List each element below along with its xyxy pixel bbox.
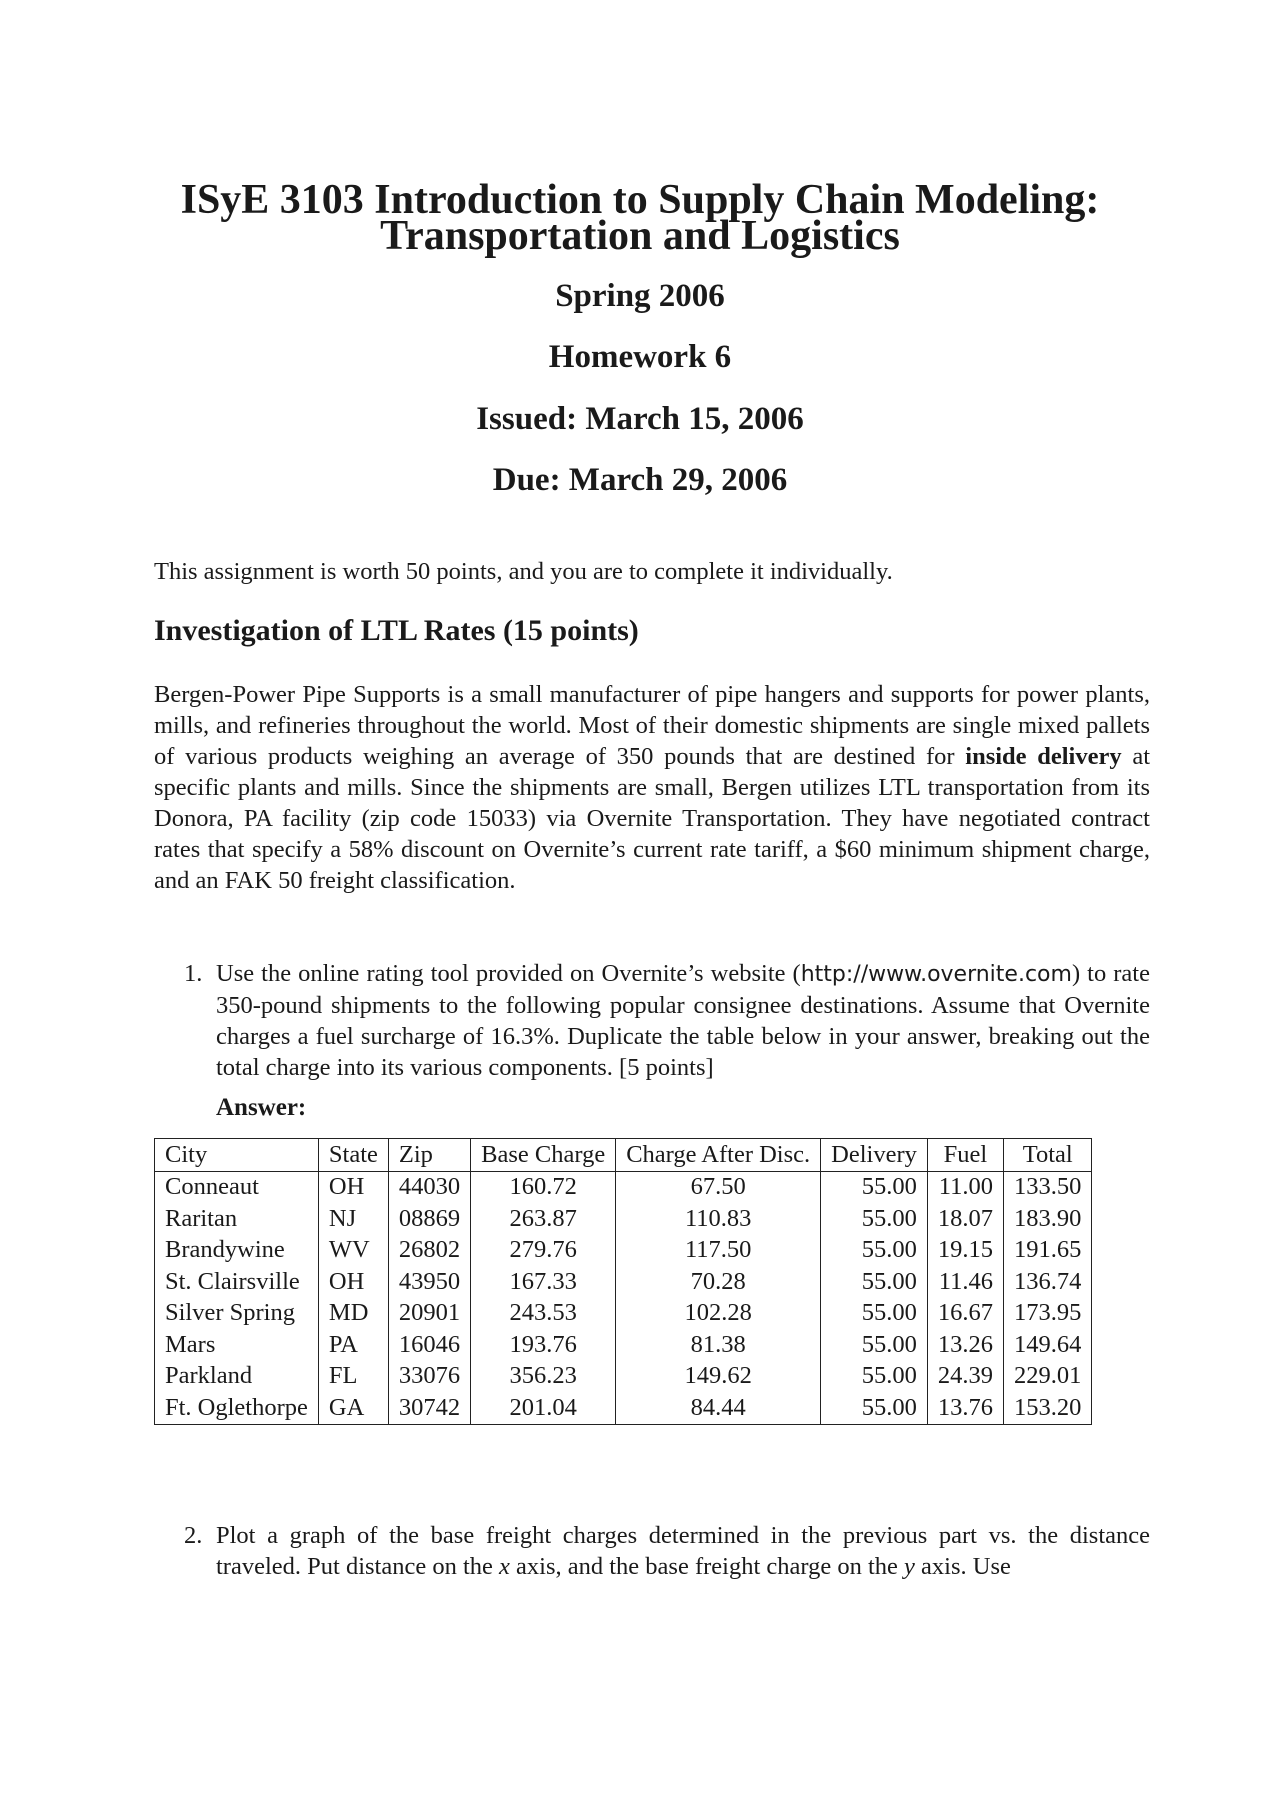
cell-base-charge: 356.23 bbox=[471, 1361, 616, 1393]
question-2-number: 2. bbox=[184, 1522, 203, 1549]
cell-zip: 44030 bbox=[388, 1171, 470, 1203]
cell-city: Ft. Oglethorpe bbox=[155, 1392, 319, 1424]
question-2 bbox=[184, 1520, 1150, 1582]
cell-fuel: 19.15 bbox=[927, 1235, 1003, 1267]
cell-zip: 30742 bbox=[388, 1392, 470, 1424]
question-2-text-c: axis. Use bbox=[914, 1553, 1011, 1580]
cell-total: 136.74 bbox=[1004, 1266, 1092, 1298]
table-row bbox=[155, 1203, 1092, 1235]
table-header-row bbox=[155, 1139, 1092, 1172]
cell-city: Raritan bbox=[155, 1203, 319, 1235]
question-1-text-a: Use the online rating tool provided on Overnite’s website ( bbox=[216, 960, 801, 987]
cell-state: MD bbox=[318, 1298, 388, 1330]
cell-delivery: 55.00 bbox=[821, 1298, 928, 1330]
cell-delivery: 55.00 bbox=[821, 1266, 928, 1298]
cell-base-charge: 167.33 bbox=[471, 1266, 616, 1298]
cell-city: Mars bbox=[155, 1329, 319, 1361]
cell-fuel: 18.07 bbox=[927, 1203, 1003, 1235]
question-2-text-b: axis, and the base freight charge on the bbox=[509, 1553, 905, 1580]
cell-charge-after-disc: 149.62 bbox=[616, 1361, 821, 1393]
question-1-number: 1. bbox=[184, 960, 203, 987]
cell-base-charge: 193.76 bbox=[471, 1329, 616, 1361]
cell-total: 229.01 bbox=[1004, 1361, 1092, 1393]
cell-base-charge: 279.76 bbox=[471, 1235, 616, 1267]
body-paragraph bbox=[154, 679, 1150, 896]
term: Spring 2006 bbox=[555, 278, 725, 314]
cell-total: 149.64 bbox=[1004, 1329, 1092, 1361]
cell-total: 153.20 bbox=[1004, 1392, 1092, 1424]
cell-base-charge: 160.72 bbox=[471, 1171, 616, 1203]
rates-table bbox=[154, 1138, 1092, 1425]
title-line-1: ISyE 3103 Introduction to Supply Chain Modeling: bbox=[180, 177, 1100, 223]
due-date: Due: March 29, 2006 bbox=[492, 462, 788, 498]
cell-city: Parkland bbox=[155, 1361, 319, 1393]
header-city: City bbox=[155, 1139, 319, 1172]
cell-state: WV bbox=[318, 1235, 388, 1267]
cell-city: Silver Spring bbox=[155, 1298, 319, 1330]
cell-charge-after-disc: 84.44 bbox=[616, 1392, 821, 1424]
body-text-1: Bergen-Power Pipe Supports is a small manufacturer of pipe hangers and supports for power plants, mills, and refineries throughout the world. Most of their domestic shipments are single mixed pallets of various products weighing an average of 350 pounds that are destined for bbox=[154, 681, 1150, 770]
table-row bbox=[155, 1235, 1092, 1267]
cell-total: 183.90 bbox=[1004, 1203, 1092, 1235]
cell-fuel: 13.26 bbox=[927, 1329, 1003, 1361]
header-fuel: Fuel bbox=[927, 1139, 1003, 1172]
section-heading: Investigation of LTL Rates (15 points) bbox=[154, 614, 639, 647]
question-1-text-b: ) to rate 350-pound shipments to the following popular consignee destinations. Assume that Overnite charges a fuel surcharge of 16.3%. Duplicate the table below in your answer, breaking out the total charge into its various components. [5 points] bbox=[216, 960, 1150, 1081]
cell-delivery: 55.00 bbox=[821, 1361, 928, 1393]
header-base-charge: Base Charge bbox=[471, 1139, 616, 1172]
cell-fuel: 16.67 bbox=[927, 1298, 1003, 1330]
cell-state: OH bbox=[318, 1266, 388, 1298]
cell-total: 133.50 bbox=[1004, 1171, 1092, 1203]
cell-charge-after-disc: 102.28 bbox=[616, 1298, 821, 1330]
cell-total: 173.95 bbox=[1004, 1298, 1092, 1330]
cell-zip: 26802 bbox=[388, 1235, 470, 1267]
cell-base-charge: 201.04 bbox=[471, 1392, 616, 1424]
y-variable: y bbox=[904, 1553, 915, 1580]
answer-label: Answer: bbox=[216, 1094, 307, 1121]
table-row bbox=[155, 1298, 1092, 1330]
cell-zip: 33076 bbox=[388, 1361, 470, 1393]
cell-state: FL bbox=[318, 1361, 388, 1393]
table-row bbox=[155, 1171, 1092, 1203]
cell-state: GA bbox=[318, 1392, 388, 1424]
cell-delivery: 55.00 bbox=[821, 1235, 928, 1267]
cell-state: NJ bbox=[318, 1203, 388, 1235]
body-text-bold: inside delivery bbox=[965, 743, 1122, 770]
title-line-2: Transportation and Logistics bbox=[380, 213, 900, 259]
table-row bbox=[155, 1266, 1092, 1298]
cell-charge-after-disc: 110.83 bbox=[616, 1203, 821, 1235]
table-row bbox=[155, 1329, 1092, 1361]
cell-zip: 16046 bbox=[388, 1329, 470, 1361]
cell-total: 191.65 bbox=[1004, 1235, 1092, 1267]
cell-delivery: 55.00 bbox=[821, 1392, 928, 1424]
cell-base-charge: 243.53 bbox=[471, 1298, 616, 1330]
body-text-2: at specific plants and mills. Since the shipments are small, Bergen utilizes LTL transportation from its Donora, PA facility (zip code 15033) via Overnite Transportation. They have negotiated contract rates that specify a 58% discount on Overnite’s current rate tariff, a $60 minimum shipment charge, and an FAK 50 freight classification. bbox=[154, 743, 1151, 894]
overnite-url-link[interactable]: http://www.overnite.com bbox=[800, 962, 1072, 987]
cell-state: PA bbox=[318, 1329, 388, 1361]
header-charge-after-disc: Charge After Disc. bbox=[616, 1139, 821, 1172]
cell-base-charge: 263.87 bbox=[471, 1203, 616, 1235]
question-2-text-a: Plot a graph of the base freight charges determined in the previous part vs. the distance traveled. Put distance on the bbox=[216, 1522, 1150, 1580]
cell-zip: 20901 bbox=[388, 1298, 470, 1330]
cell-fuel: 24.39 bbox=[927, 1361, 1003, 1393]
cell-fuel: 11.00 bbox=[927, 1171, 1003, 1203]
cell-zip: 43950 bbox=[388, 1266, 470, 1298]
issued-date: Issued: March 15, 2006 bbox=[476, 401, 804, 437]
table-row bbox=[155, 1361, 1092, 1393]
cell-city: St. Clairsville bbox=[155, 1266, 319, 1298]
cell-delivery: 55.00 bbox=[821, 1171, 928, 1203]
header-state: State bbox=[318, 1139, 388, 1172]
cell-delivery: 55.00 bbox=[821, 1203, 928, 1235]
cell-fuel: 13.76 bbox=[927, 1392, 1003, 1424]
table-row bbox=[155, 1392, 1092, 1424]
cell-city: Conneaut bbox=[155, 1171, 319, 1203]
question-1 bbox=[184, 958, 1150, 1083]
cell-delivery: 55.00 bbox=[821, 1329, 928, 1361]
cell-charge-after-disc: 81.38 bbox=[616, 1329, 821, 1361]
homework-number: Homework 6 bbox=[548, 339, 732, 375]
cell-charge-after-disc: 70.28 bbox=[616, 1266, 821, 1298]
header-total: Total bbox=[1004, 1139, 1092, 1172]
x-variable: x bbox=[499, 1553, 510, 1580]
header-zip: Zip bbox=[388, 1139, 470, 1172]
cell-charge-after-disc: 117.50 bbox=[616, 1235, 821, 1267]
intro-paragraph: This assignment is worth 50 points, and you are to complete it individually. bbox=[154, 558, 893, 585]
cell-city: Brandywine bbox=[155, 1235, 319, 1267]
cell-charge-after-disc: 67.50 bbox=[616, 1171, 821, 1203]
cell-state: OH bbox=[318, 1171, 388, 1203]
cell-fuel: 11.46 bbox=[927, 1266, 1003, 1298]
cell-zip: 08869 bbox=[388, 1203, 470, 1235]
header-delivery: Delivery bbox=[821, 1139, 928, 1172]
